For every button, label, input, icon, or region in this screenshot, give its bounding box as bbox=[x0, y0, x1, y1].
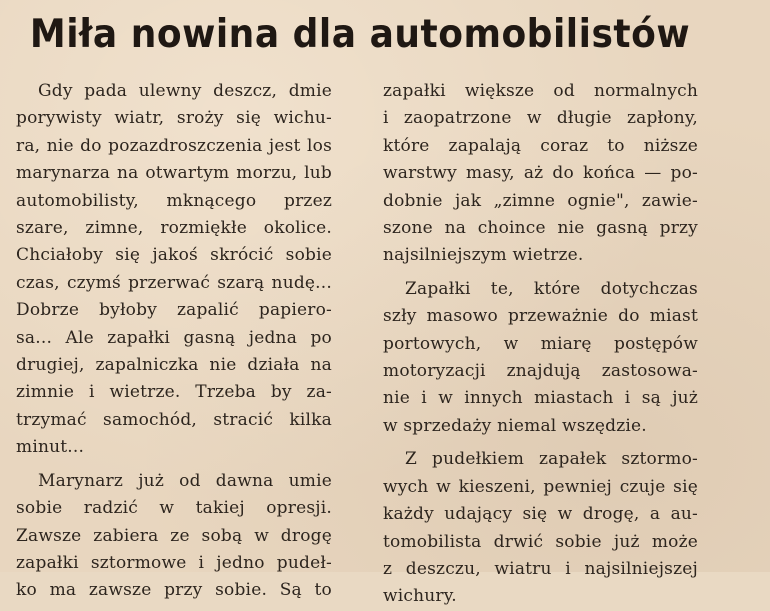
text-line: zapałki sztormowe i jedno pudeł- bbox=[16, 552, 332, 573]
text-line: zapałki większe od normalnych bbox=[383, 81, 698, 101]
text-line: Chciałoby się jakoś skrócić sobie bbox=[16, 245, 332, 266]
text-line: dobnie jak „zimne ognie", zawie- bbox=[383, 190, 698, 211]
text-line: tomobilista drwić sobie już może bbox=[383, 531, 698, 552]
left-column bbox=[16, 78, 332, 605]
text-line: szone na choince nie gasną przy bbox=[383, 218, 698, 239]
text-line: każdy udający się w drogę, a au- bbox=[383, 504, 698, 525]
text-line: z deszczu, wiatru i najsilniejszej bbox=[383, 558, 698, 579]
text-line: wichury. bbox=[383, 586, 457, 607]
text-line: Zapałki te, które dotychczas bbox=[405, 278, 698, 299]
text-line: warstwy masy, aż do końca — po- bbox=[383, 163, 698, 184]
article-title: Miła nowina dla automobilistów bbox=[29, 12, 691, 57]
text-line: Z pudełkiem zapałek sztormo- bbox=[405, 449, 698, 470]
text-line: ra, nie do pozazdroszczenia jest los bbox=[16, 135, 332, 156]
text-line: marynarza na otwartym morzu, lub bbox=[16, 163, 332, 184]
text-line: i zaopatrzone w długie zapłony, bbox=[383, 108, 698, 129]
text-line: wych w kieszeni, pewniej czuje się bbox=[383, 476, 698, 497]
text-line: drugiej, zapalniczka nie działa na bbox=[16, 355, 332, 376]
text-line: trzymać samochód, stracić kilka bbox=[16, 409, 332, 430]
text-line: ko ma zawsze przy sobie. Są to bbox=[16, 580, 332, 601]
text-line: nie i w innych miastach i są już bbox=[383, 388, 698, 409]
text-line: które zapalają coraz to niższe bbox=[383, 135, 698, 156]
text-line: Dobrze byłoby zapalić papiero- bbox=[16, 300, 332, 321]
text-line: szły masowo przeważnie do miast bbox=[383, 306, 698, 327]
text-line: porywisty wiatr, sroży się wichu- bbox=[16, 108, 332, 129]
text-line: portowych, w miarę postępów bbox=[383, 333, 698, 354]
text-line: Zawsze zabiera ze sobą w drogę bbox=[16, 525, 332, 546]
text-line: czas, czymś przerwać szarą nudę... bbox=[16, 272, 332, 293]
text-line: motoryzacji znajdują zastosowa- bbox=[383, 361, 698, 382]
text-line: sobie radzić w takiej opresji. bbox=[16, 498, 332, 519]
text-line: automobilisty, mknącego przez bbox=[16, 190, 332, 211]
text-line: szare, zimne, rozmiękłe okolice. bbox=[16, 218, 332, 239]
text-line: Marynarz już od dawna umie bbox=[38, 470, 332, 491]
text-line: w sprzedaży niemal wszędzie. bbox=[383, 415, 647, 436]
text-line: najsilniejszym wietrze. bbox=[383, 245, 584, 266]
right-column bbox=[383, 78, 698, 611]
text-line: zimnie i wietrze. Trzeba by za- bbox=[16, 382, 332, 403]
text-line: Gdy pada ulewny deszcz, dmie bbox=[38, 81, 332, 101]
text-line: minut... bbox=[16, 437, 85, 458]
text-line: sa... Ale zapałki gasną jedna po bbox=[16, 327, 332, 348]
